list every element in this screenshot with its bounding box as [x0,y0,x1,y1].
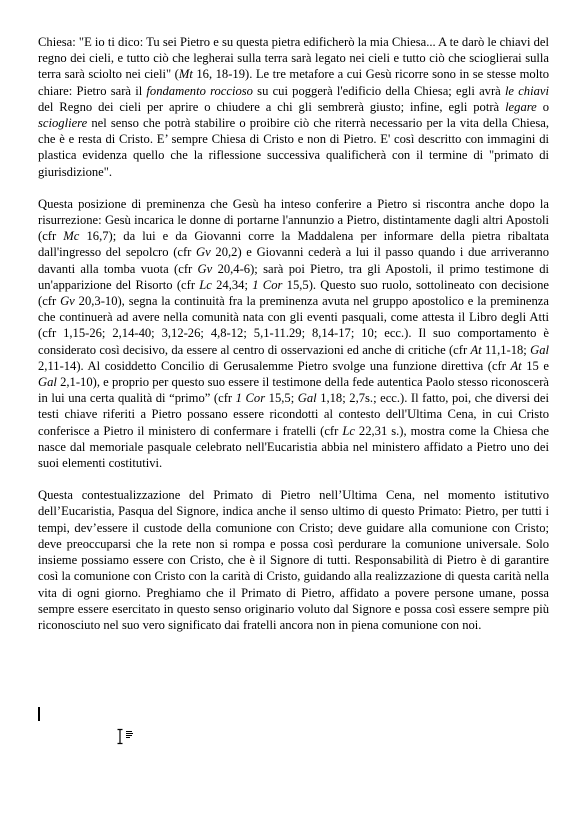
italic-run: Gal [297,391,317,406]
text-run: 20,4-6); sarà poi Pietro, tra gli Apostoli, il primo testimone di un'apparizione del Risorto (cfr [38,261,549,292]
text-run: 15,5). Questo suo ruolo, sottolineato con decisione (cfr [38,277,549,309]
text-run: 1,18; 2,7s.; ecc.). Il fatto, poi, che diversi dei testi chiave riferiti a Pietro possano essere ricondotti al contesto dell'Ultima Cena, in cui Cristo conferisce a Pietro il ministero di confermare i fratelli (cfr [38,391,549,438]
text-run: Questa contestualizzazione del Primato di Pietro nell’Ultima Cena, nel momento istitutivo dell’Eucaristia, Pasqua del Signore, indica anche il senso ultimo di questo Primato: Pietro, per tutti i tempi, dev’essere il custode della comunione con Cristo; deve guidare alla comunione con Cristo; deve preoccuparsi che la rete non si rompa e possa così perdurare la comunione universale. Solo insieme possiamo essere con Cristo, che è il Signore di tutti. Responsabilità di Pietro è di garantire così la comunione con Cristo con la carità di Cristo, guidando alla realizzazione di questa carità nella vita di ogni giorno. Preghiamo che il Primato di Pietro, affidato a povere persone umane, possa sempre essere esercitato in questo senso originario voluto dal Signore e possa così essere sempre più riconosciuto nel suo vero significato dai fratelli ancora non in piena comunione con noi. [38,488,549,632]
italic-run: Gv [197,261,213,276]
italic-run: Gv [60,294,75,309]
text-run: 15 e [521,358,549,373]
italic-run: 1 Cor [235,391,266,406]
text-caret [38,707,40,721]
text-run: 16,7); da lui e da Giovanni corre la Maddalena per informare della pietra ribaltata dall'ingresso del sepolcro (cfr [38,229,549,260]
text-run: 24,34; [211,277,253,292]
text-run: del Regno dei cieli per aprire o chiudere a chi gli sembrerà giusto; infine, egli potrà [38,99,506,114]
text-run: o [536,99,549,114]
italic-run: legare [505,99,537,114]
text-run: 20,3-10), segna la continuità fra la preminenza avuta nel gruppo apostolico e la preminenza che continuerà ad avere nella comunità nata con gli eventi pasquali, come attesta il Libro degli Atti (cfr 1,15-26; 2,14-40; 3,12-26; 4,8-12; 5,1-11.29; 8,14-17; 10; ecc.). Il suo comportamento è considerato così decisivo, da essere al centro di osservazioni ed anche di critiche (cfr [38,294,549,357]
paragraph [38,196,549,471]
text-run: 11,1-18; [481,342,531,357]
italic-run: Gal [38,375,57,390]
italic-run: Mc [63,229,80,244]
text-run: 22,31 s.), mostra come la Chiesa che nasce dal memoriale pasquale celebrato nell'Eucaristia abbia nel ministero affidato a Pietro uno dei suoi elementi costitutivi. [38,423,550,471]
text-run: 20,2) e Giovanni cederà a lui il passo quando i due arriveranno davanti alla tomba vuota (cfr [38,245,549,276]
text-run: Questa posizione di preminenza che Gesù ha inteso conferire a Pietro si riscontra anche dopo la risurrezione: Gesù incarica le donne di portarne l'annunzio a Pietro, distintamente dagli altri Apostoli (cfr [38,196,549,244]
text-run: 15,5; [265,391,298,406]
italic-run: Lc [199,277,212,292]
italic-run: At [470,342,482,357]
italic-run: le chiavi [504,83,549,98]
italic-run: Mt [178,67,193,82]
italic-run: At [510,358,522,373]
italic-run: Gal [530,342,549,357]
text-run: 16, 18-19). Le tre metafore a cui Gesù ricorre sono in se stesse molto chiare: Pietro sarà il [38,67,549,98]
italic-run: Gv [196,245,211,260]
paragraph [38,487,549,633]
text-run: su cui poggerà l'edificio della Chiesa; egli avrà [252,83,505,98]
document-body[interactable] [38,34,549,633]
italic-run: 1 Cor [252,277,283,292]
italic-run: Lc [342,423,355,438]
text-run: nel senso che potrà stabilire o proibire ciò che riterrà necessario per la vita della Chiesa, che è e resta di Cristo. E’ sempre Chiesa di Cristo e non di Pietro. E' così descritto con immagini di plastica evidenza quello che la riflessione successiva qualificherà con il termine di "primato di giurisdizione". [38,116,549,179]
italic-run: sciogliere [38,116,88,131]
italic-run: fondamento roccioso [146,83,253,98]
text-run: 2,11-14). Al cosiddetto Concilio di Gerusalemme Pietro svolge una funzione direttiva (cfr [38,358,511,373]
ibeam-cursor-icon [116,728,138,746]
text-run: Chiesa: "E io ti dico: Tu sei Pietro e su questa pietra edificherò la mia Chiesa... A te darò le chiavi del regno dei cieli, e tutto ciò che legherai sulla terra sarà legato nei cieli e tutto ciò che scioglierai sulla terra sarà sciolto nei cieli" ( [38,35,549,82]
text-run: 2,1-10), e proprio per questo suo essere il testimone della fede autentica Paolo stesso riconoscerà in lui una certa qualità di “primo” (cfr [38,375,549,406]
paragraph [38,34,549,180]
